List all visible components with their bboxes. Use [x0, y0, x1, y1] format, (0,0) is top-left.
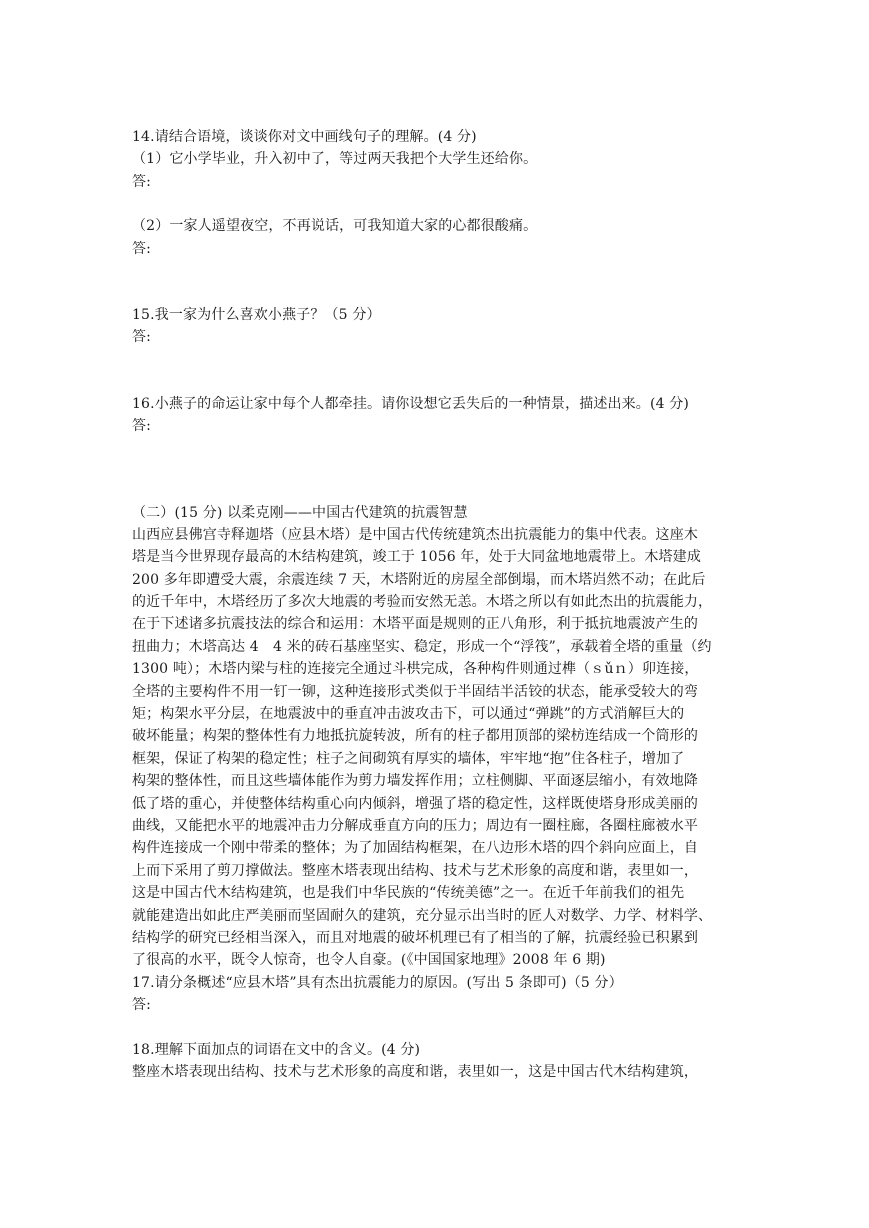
question-14-answer-2: 答:: [132, 240, 152, 257]
question-16-answer: 答:: [132, 418, 152, 435]
question-14-item-2: （2）一家人遥望夜空，不再说话，可我知道大家的心都很酸痛。: [132, 218, 538, 235]
question-18-title: 18.理解下面加点的词语在文中的含义。(4 分): [132, 1041, 421, 1058]
question-17-title: 17.请分条概述“应县木塔”具有杰出抗震能力的原因。(写出 5 条即可)（5 分）: [132, 974, 623, 991]
passage-line: 曲线，又能把水平的地震冲击力分解成垂直方向的压力；周边有一圈柱廊，各圈柱廊被水平: [132, 817, 698, 834]
section-2-heading: （二）(15 分) 以柔克刚——中国古代建筑的抗震智慧: [132, 504, 468, 521]
passage-line: 框架，保证了构架的稳定性；柱子之间砌筑有厚实的墙体，牢牢地“抱”住各柱子，增加了: [132, 750, 685, 767]
answer-space: [132, 438, 744, 502]
answer-space: [132, 349, 744, 393]
passage-line: 破坏能量；构架的整体性有力地抵抗旋转波，所有的柱子都用顶部的梁枋连结成一个筒形的: [132, 728, 698, 745]
passage-line: 在于下述诸多抗震技法的综合和运用：木塔平面是规则的正八角形，利于抵抗地震波产生的: [132, 616, 698, 633]
passage-line: 就能建造出如此庄严美丽而坚固耐久的建筑，充分显示出当时的匠人对数学、力学、材料学、: [132, 907, 713, 924]
passage-line: 上而下采用了剪刀撑做法。整座木塔表现出结构、技术与艺术形象的高度和谐，表里如一，: [132, 862, 698, 879]
passage-line: 200 多年即遭受大震，余震连续 7 天，木塔附近的房屋全部倒塌，而木塔岿然不动；在此后: [132, 571, 706, 588]
passage-line: 1300 吨）；木塔内梁与柱的连接完全通过斗栱完成，各种构件则通过榫（ｓǔｎ）卯连接，: [132, 661, 699, 678]
question-14-answer-1: 答:: [132, 173, 152, 190]
question-18-text: 整座木塔表现出结构、技术与艺术形象的高度和谐，表里如一，这是中国古代木结构建筑，: [132, 1063, 698, 1080]
passage-line: 这是中国古代木结构建筑，也是我们中华民族的“传统美德”之一。在近千年前我们的祖先: [132, 885, 685, 902]
question-17-answer: 答:: [132, 997, 152, 1014]
answer-space: [132, 260, 744, 304]
passage-line: 山西应县佛宫寺释迦塔（应县木塔）是中国古代传统建筑杰出抗震能力的集中代表。这座木: [132, 526, 698, 543]
passage-line: 塔是当今世界现存最高的木结构建筑，竣工于 1056 年，处于大同盆地地震带上。木塔建成: [132, 549, 701, 566]
question-14-item-1: （1）它小学毕业，升入初中了，等过两天我把个大学生还给你。: [132, 151, 538, 168]
passage-line: 构件连接成一个刚中带柔的整体；为了加固结构框架，在八边形木塔的四个斜向应面上，自: [132, 840, 698, 857]
section-2-passage: [132, 524, 744, 972]
passage-line: 全塔的主要构件不用一钉一铆，这种连接形式类似于半固结半活铰的状态，能承受较大的弯: [132, 683, 698, 700]
passage-line: 了很高的水平，既令人惊奇，也令人自豪。(《中国国家地理》2008 年 6 期): [132, 952, 606, 969]
passage-line: 矩；构架水平分层，在地震波中的垂直冲击波攻击下，可以通过“弹跳”的方式消解巨大的: [132, 706, 685, 723]
passage-line: 低了塔的重心，并使整体结构重心向内倾斜，增强了塔的稳定性，这样既使塔身形成美丽的: [132, 795, 698, 812]
question-16-title: 16.小燕子的命运让家中每个人都牵挂。请你设想它丢失后的一种情景，描述出来。(4 分): [132, 395, 689, 412]
passage-line: 结构学的研究已经相当深入，而且对地震的破坏机理已有了相当的了解，抗震经验已积累到: [132, 929, 698, 946]
question-14-title: 14.请结合语境，谈谈你对文中画线句子的理解。(4 分): [132, 129, 477, 145]
question-15-answer: 答:: [132, 329, 152, 346]
passage-line: 的近千年中，木塔经历了多次大地震的考验而安然无恙。木塔之所以有如此杰出的抗震能力，: [132, 594, 713, 611]
answer-space: [132, 1017, 744, 1039]
passage-line: 扭曲力；木塔高达 4 4 米的砖石基座坚实、稳定，形成一个“浮筏”，承载着全塔的重量（约: [132, 638, 712, 655]
question-15-title: 15.我一家为什么喜欢小燕子？（5 分）: [132, 306, 381, 323]
answer-space: [132, 193, 744, 215]
document-page: [132, 126, 744, 1083]
passage-line: 构架的整体性，而且这些墙体能作为剪力墙发挥作用；立柱侧脚、平面逐层缩小，有效地降: [132, 773, 698, 790]
